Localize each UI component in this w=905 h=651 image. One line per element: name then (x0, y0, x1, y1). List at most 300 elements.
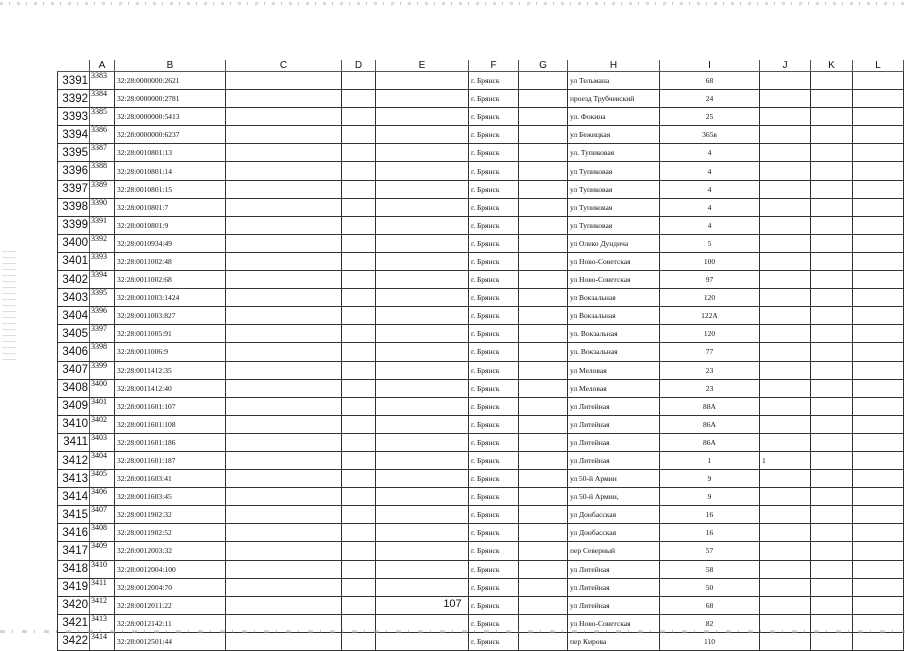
row-number[interactable]: 3418 (58, 560, 90, 578)
cell-l[interactable] (853, 307, 904, 325)
cell-l[interactable] (853, 488, 904, 506)
cell-e[interactable] (376, 451, 469, 469)
row-number[interactable]: 3411 (58, 433, 90, 451)
cell-b[interactable]: 32:28:0012004:100 (115, 560, 226, 578)
cell-i[interactable]: 24 (660, 90, 760, 108)
cell-f[interactable]: г. Брянск (469, 397, 519, 415)
cell-h[interactable]: ул Меловая (568, 379, 660, 397)
cell-b[interactable]: 32:28:0012003:32 (115, 542, 226, 560)
row-number[interactable]: 3416 (58, 524, 90, 542)
cell-l[interactable] (853, 560, 904, 578)
cell-e[interactable] (376, 307, 469, 325)
cell-d[interactable] (342, 289, 376, 307)
cell-d[interactable] (342, 470, 376, 488)
cell-i[interactable]: 68 (660, 72, 760, 90)
cell-a[interactable]: 3400 (90, 379, 115, 397)
cell-j[interactable] (760, 289, 811, 307)
cell-k[interactable] (811, 488, 853, 506)
cell-l[interactable] (853, 180, 904, 198)
cell-k[interactable] (811, 361, 853, 379)
cell-f[interactable]: г. Брянск (469, 524, 519, 542)
cell-h[interactable]: ул Вокзальная (568, 307, 660, 325)
row-number[interactable]: 3413 (58, 470, 90, 488)
cell-g[interactable] (519, 289, 568, 307)
cell-c[interactable] (226, 397, 342, 415)
cell-j[interactable] (760, 488, 811, 506)
cell-b[interactable]: 32:28:0011002:68 (115, 271, 226, 289)
cell-b[interactable]: 32:28:0010801:14 (115, 162, 226, 180)
cell-e[interactable] (376, 470, 469, 488)
cell-c[interactable] (226, 126, 342, 144)
cell-k[interactable] (811, 289, 853, 307)
cell-e[interactable] (376, 379, 469, 397)
row-number[interactable]: 3419 (58, 578, 90, 596)
row-number[interactable]: 3396 (58, 162, 90, 180)
cell-e[interactable] (376, 578, 469, 596)
cell-c[interactable] (226, 470, 342, 488)
cell-i[interactable]: 4 (660, 216, 760, 234)
cell-k[interactable] (811, 252, 853, 270)
cell-h[interactable]: ул Литейная (568, 596, 660, 614)
cell-d[interactable] (342, 632, 376, 650)
cell-j[interactable] (760, 144, 811, 162)
cell-b[interactable]: 32:28:0011601:108 (115, 415, 226, 433)
cell-a[interactable]: 3387 (90, 144, 115, 162)
cell-b[interactable]: 32:28:0000000:5413 (115, 108, 226, 126)
cell-d[interactable] (342, 180, 376, 198)
cell-k[interactable] (811, 198, 853, 216)
cell-c[interactable] (226, 433, 342, 451)
cell-k[interactable] (811, 162, 853, 180)
cell-j[interactable] (760, 433, 811, 451)
cell-g[interactable] (519, 72, 568, 90)
cell-a[interactable]: 3397 (90, 325, 115, 343)
cell-a[interactable]: 3394 (90, 271, 115, 289)
row-number[interactable]: 3407 (58, 361, 90, 379)
cell-j[interactable] (760, 379, 811, 397)
row-number[interactable]: 3399 (58, 216, 90, 234)
cell-d[interactable] (342, 524, 376, 542)
cell-f[interactable]: г. Брянск (469, 289, 519, 307)
cell-l[interactable] (853, 524, 904, 542)
column-header[interactable]: J (760, 60, 811, 72)
cell-a[interactable]: 3399 (90, 361, 115, 379)
cell-h[interactable]: ул. Вокзальная (568, 343, 660, 361)
cell-i[interactable]: 4 (660, 162, 760, 180)
cell-h[interactable]: ул Литейная (568, 397, 660, 415)
cell-k[interactable] (811, 271, 853, 289)
row-number[interactable]: 3406 (58, 343, 90, 361)
cell-e[interactable] (376, 108, 469, 126)
cell-g[interactable] (519, 560, 568, 578)
row-number[interactable]: 3391 (58, 72, 90, 90)
cell-k[interactable] (811, 578, 853, 596)
cell-i[interactable]: 1 (660, 451, 760, 469)
cell-i[interactable]: 16 (660, 524, 760, 542)
cell-a[interactable]: 3392 (90, 234, 115, 252)
cell-g[interactable] (519, 108, 568, 126)
row-number[interactable]: 3402 (58, 271, 90, 289)
cell-i[interactable]: 82 (660, 614, 760, 632)
row-number[interactable]: 3414 (58, 488, 90, 506)
cell-l[interactable] (853, 198, 904, 216)
cell-b[interactable]: 32:28:0011601:186 (115, 433, 226, 451)
cell-g[interactable] (519, 307, 568, 325)
cell-i[interactable]: 16 (660, 506, 760, 524)
cell-d[interactable] (342, 343, 376, 361)
cell-a[interactable]: 3398 (90, 343, 115, 361)
cell-f[interactable]: г. Брянск (469, 470, 519, 488)
cell-a[interactable]: 3388 (90, 162, 115, 180)
cell-h[interactable]: ул Литейная (568, 415, 660, 433)
cell-e[interactable] (376, 216, 469, 234)
cell-h[interactable]: ул Тельмана (568, 72, 660, 90)
cell-f[interactable]: г. Брянск (469, 451, 519, 469)
cell-d[interactable] (342, 560, 376, 578)
cell-f[interactable]: г. Брянск (469, 379, 519, 397)
cell-d[interactable] (342, 451, 376, 469)
cell-j[interactable] (760, 162, 811, 180)
cell-b[interactable]: 32:28:0011412:35 (115, 361, 226, 379)
cell-d[interactable] (342, 252, 376, 270)
cell-c[interactable] (226, 632, 342, 650)
cell-i[interactable]: 110 (660, 632, 760, 650)
column-header[interactable]: F (469, 60, 519, 72)
cell-a[interactable]: 3396 (90, 307, 115, 325)
cell-c[interactable] (226, 234, 342, 252)
cell-c[interactable] (226, 524, 342, 542)
cell-g[interactable] (519, 343, 568, 361)
cell-d[interactable] (342, 216, 376, 234)
cell-f[interactable]: г. Брянск (469, 162, 519, 180)
cell-h[interactable]: пер Кирова (568, 632, 660, 650)
cell-k[interactable] (811, 506, 853, 524)
cell-d[interactable] (342, 271, 376, 289)
cell-c[interactable] (226, 252, 342, 270)
cell-d[interactable] (342, 198, 376, 216)
cell-a[interactable]: 3404 (90, 451, 115, 469)
cell-g[interactable] (519, 524, 568, 542)
cell-j[interactable] (760, 343, 811, 361)
column-header[interactable]: B (115, 60, 226, 72)
row-number[interactable]: 3405 (58, 325, 90, 343)
row-number[interactable]: 3410 (58, 415, 90, 433)
cell-d[interactable] (342, 542, 376, 560)
cell-h[interactable]: ул Бежицкая (568, 126, 660, 144)
cell-f[interactable]: г. Брянск (469, 198, 519, 216)
cell-a[interactable]: 3383 (90, 72, 115, 90)
cell-l[interactable] (853, 162, 904, 180)
row-number[interactable]: 3417 (58, 542, 90, 560)
cell-h[interactable]: ул Тупиковая (568, 216, 660, 234)
cell-l[interactable] (853, 470, 904, 488)
cell-f[interactable]: г. Брянск (469, 126, 519, 144)
column-header[interactable]: E (376, 60, 469, 72)
cell-d[interactable] (342, 162, 376, 180)
cell-h[interactable]: ул. Вокзальная (568, 325, 660, 343)
cell-g[interactable] (519, 542, 568, 560)
cell-f[interactable]: г. Брянск (469, 560, 519, 578)
cell-l[interactable] (853, 252, 904, 270)
cell-i[interactable]: 77 (660, 343, 760, 361)
cell-h[interactable]: пер Северный (568, 542, 660, 560)
cell-d[interactable] (342, 415, 376, 433)
cell-i[interactable]: 86А (660, 433, 760, 451)
cell-g[interactable] (519, 488, 568, 506)
cell-e[interactable] (376, 560, 469, 578)
cell-i[interactable]: 57 (660, 542, 760, 560)
cell-j[interactable] (760, 216, 811, 234)
cell-d[interactable] (342, 72, 376, 90)
cell-d[interactable] (342, 361, 376, 379)
cell-l[interactable] (853, 415, 904, 433)
cell-k[interactable] (811, 397, 853, 415)
cell-f[interactable]: г. Брянск (469, 542, 519, 560)
cell-a[interactable]: 3413 (90, 614, 115, 632)
cell-d[interactable] (342, 397, 376, 415)
cell-b[interactable]: 32:28:0010801:15 (115, 180, 226, 198)
cell-c[interactable] (226, 343, 342, 361)
cell-h[interactable]: ул Ново-Советская (568, 271, 660, 289)
cell-b[interactable]: 32:28:0010801:7 (115, 198, 226, 216)
cell-f[interactable]: г. Брянск (469, 488, 519, 506)
cell-e[interactable] (376, 433, 469, 451)
cell-c[interactable] (226, 307, 342, 325)
cell-g[interactable] (519, 126, 568, 144)
cell-a[interactable]: 3410 (90, 560, 115, 578)
cell-g[interactable] (519, 433, 568, 451)
cell-a[interactable]: 3407 (90, 506, 115, 524)
cell-a[interactable]: 3395 (90, 289, 115, 307)
cell-k[interactable] (811, 524, 853, 542)
cell-f[interactable]: г. Брянск (469, 614, 519, 632)
cell-j[interactable] (760, 632, 811, 650)
cell-e[interactable] (376, 488, 469, 506)
cell-f[interactable]: г. Брянск (469, 343, 519, 361)
cell-i[interactable]: 23 (660, 379, 760, 397)
cell-e[interactable] (376, 415, 469, 433)
cell-a[interactable]: 3412 (90, 596, 115, 614)
cell-h[interactable]: ул Литейная (568, 578, 660, 596)
column-header[interactable]: I (660, 60, 760, 72)
cell-f[interactable]: г. Брянск (469, 72, 519, 90)
cell-l[interactable] (853, 144, 904, 162)
cell-e[interactable] (376, 72, 469, 90)
cell-b[interactable]: 32:28:0011002:48 (115, 252, 226, 270)
cell-l[interactable] (853, 542, 904, 560)
cell-j[interactable] (760, 72, 811, 90)
cell-l[interactable] (853, 108, 904, 126)
cell-l[interactable] (853, 361, 904, 379)
cell-g[interactable] (519, 144, 568, 162)
cell-a[interactable]: 3402 (90, 415, 115, 433)
cell-a[interactable]: 3403 (90, 433, 115, 451)
cell-l[interactable] (853, 506, 904, 524)
cell-f[interactable]: г. Брянск (469, 307, 519, 325)
column-header[interactable]: L (853, 60, 904, 72)
cell-a[interactable]: 3406 (90, 488, 115, 506)
row-number[interactable]: 3398 (58, 198, 90, 216)
cell-k[interactable] (811, 126, 853, 144)
cell-l[interactable] (853, 379, 904, 397)
cell-e[interactable] (376, 126, 469, 144)
cell-k[interactable] (811, 632, 853, 650)
row-number[interactable]: 3400 (58, 234, 90, 252)
row-number[interactable]: 3397 (58, 180, 90, 198)
cell-j[interactable] (760, 307, 811, 325)
cell-j[interactable] (760, 198, 811, 216)
cell-b[interactable]: 32:28:0011902:32 (115, 506, 226, 524)
cell-i[interactable]: 120 (660, 289, 760, 307)
cell-j[interactable] (760, 578, 811, 596)
cell-e[interactable] (376, 144, 469, 162)
cell-i[interactable]: 50 (660, 578, 760, 596)
cell-a[interactable]: 3411 (90, 578, 115, 596)
cell-k[interactable] (811, 470, 853, 488)
cell-k[interactable] (811, 379, 853, 397)
cell-k[interactable] (811, 307, 853, 325)
cell-e[interactable] (376, 524, 469, 542)
cell-f[interactable]: г. Брянск (469, 90, 519, 108)
cell-g[interactable] (519, 578, 568, 596)
cell-i[interactable]: 4 (660, 180, 760, 198)
cell-c[interactable] (226, 72, 342, 90)
cell-a[interactable]: 3391 (90, 216, 115, 234)
cell-a[interactable]: 3390 (90, 198, 115, 216)
cell-i[interactable]: 9 (660, 470, 760, 488)
cell-e[interactable] (376, 542, 469, 560)
cell-j[interactable] (760, 271, 811, 289)
cell-j[interactable] (760, 524, 811, 542)
cell-h[interactable]: ул Ново-Советская (568, 614, 660, 632)
cell-d[interactable] (342, 307, 376, 325)
cell-j[interactable] (760, 126, 811, 144)
row-number[interactable]: 3421 (58, 614, 90, 632)
cell-h[interactable]: проезд Трубчевский (568, 90, 660, 108)
cell-k[interactable] (811, 90, 853, 108)
cell-f[interactable]: г. Брянск (469, 144, 519, 162)
row-number[interactable]: 3395 (58, 144, 90, 162)
cell-b[interactable]: 32:28:0010801:13 (115, 144, 226, 162)
cell-i[interactable]: 97 (660, 271, 760, 289)
cell-b[interactable]: 32:28:0011006:9 (115, 343, 226, 361)
cell-g[interactable] (519, 271, 568, 289)
row-number[interactable]: 3392 (58, 90, 90, 108)
cell-c[interactable] (226, 415, 342, 433)
cell-g[interactable] (519, 198, 568, 216)
cell-e[interactable] (376, 234, 469, 252)
cell-i[interactable]: 88А (660, 397, 760, 415)
cell-k[interactable] (811, 180, 853, 198)
cell-g[interactable] (519, 361, 568, 379)
cell-l[interactable] (853, 216, 904, 234)
cell-i[interactable]: 68 (660, 596, 760, 614)
cell-h[interactable]: ул Вокзальная (568, 289, 660, 307)
cell-e[interactable] (376, 162, 469, 180)
cell-l[interactable] (853, 433, 904, 451)
cell-g[interactable] (519, 90, 568, 108)
cell-b[interactable]: 32:28:0012011:22 (115, 596, 226, 614)
cell-h[interactable]: ул Меловая (568, 361, 660, 379)
cell-b[interactable]: 32:28:0011603:45 (115, 488, 226, 506)
cell-l[interactable] (853, 90, 904, 108)
cell-i[interactable]: 23 (660, 361, 760, 379)
cell-f[interactable]: г. Брянск (469, 361, 519, 379)
cell-b[interactable]: 32:28:0011902:52 (115, 524, 226, 542)
cell-j[interactable] (760, 560, 811, 578)
cell-a[interactable]: 3414 (90, 632, 115, 650)
cell-e[interactable] (376, 325, 469, 343)
cell-d[interactable] (342, 488, 376, 506)
cell-a[interactable]: 3409 (90, 542, 115, 560)
cell-c[interactable] (226, 578, 342, 596)
cell-c[interactable] (226, 379, 342, 397)
cell-d[interactable] (342, 234, 376, 252)
cell-j[interactable] (760, 90, 811, 108)
cell-i[interactable]: 86А (660, 415, 760, 433)
cell-g[interactable] (519, 506, 568, 524)
cell-h[interactable]: ул. Тупиковая (568, 144, 660, 162)
cell-i[interactable]: 122А (660, 307, 760, 325)
cell-k[interactable] (811, 542, 853, 560)
cell-k[interactable] (811, 72, 853, 90)
cell-j[interactable] (760, 397, 811, 415)
cell-d[interactable] (342, 433, 376, 451)
cell-h[interactable]: ул Тупиковая (568, 162, 660, 180)
cell-j[interactable] (760, 415, 811, 433)
cell-i[interactable]: 25 (660, 108, 760, 126)
cell-k[interactable] (811, 325, 853, 343)
row-number[interactable]: 3415 (58, 506, 90, 524)
cell-c[interactable] (226, 361, 342, 379)
column-header[interactable]: H (568, 60, 660, 72)
cell-i[interactable]: 5 (660, 234, 760, 252)
row-number[interactable]: 3404 (58, 307, 90, 325)
cell-e[interactable] (376, 361, 469, 379)
row-number[interactable]: 3393 (58, 108, 90, 126)
cell-f[interactable]: г. Брянск (469, 596, 519, 614)
cell-f[interactable]: г. Брянск (469, 271, 519, 289)
cell-a[interactable]: 3401 (90, 397, 115, 415)
row-number[interactable]: 3412 (58, 451, 90, 469)
cell-l[interactable] (853, 451, 904, 469)
cell-i[interactable]: 4 (660, 144, 760, 162)
cell-e[interactable] (376, 397, 469, 415)
cell-c[interactable] (226, 451, 342, 469)
cell-b[interactable]: 32:28:0012004:70 (115, 578, 226, 596)
cell-j[interactable]: 1 (760, 451, 811, 469)
cell-i[interactable]: 9 (660, 488, 760, 506)
cell-g[interactable] (519, 325, 568, 343)
cell-c[interactable] (226, 90, 342, 108)
cell-c[interactable] (226, 289, 342, 307)
cell-g[interactable] (519, 252, 568, 270)
cell-j[interactable] (760, 252, 811, 270)
cell-l[interactable] (853, 72, 904, 90)
cell-d[interactable] (342, 90, 376, 108)
cell-c[interactable] (226, 180, 342, 198)
row-number[interactable]: 3403 (58, 289, 90, 307)
cell-b[interactable]: 32:28:0011603:41 (115, 470, 226, 488)
cell-h[interactable]: ул Литейная (568, 451, 660, 469)
cell-a[interactable]: 3385 (90, 108, 115, 126)
cell-c[interactable] (226, 488, 342, 506)
cell-l[interactable] (853, 234, 904, 252)
cell-c[interactable] (226, 198, 342, 216)
cell-d[interactable] (342, 108, 376, 126)
cell-f[interactable]: г. Брянск (469, 180, 519, 198)
cell-h[interactable]: ул Тупиковая (568, 180, 660, 198)
